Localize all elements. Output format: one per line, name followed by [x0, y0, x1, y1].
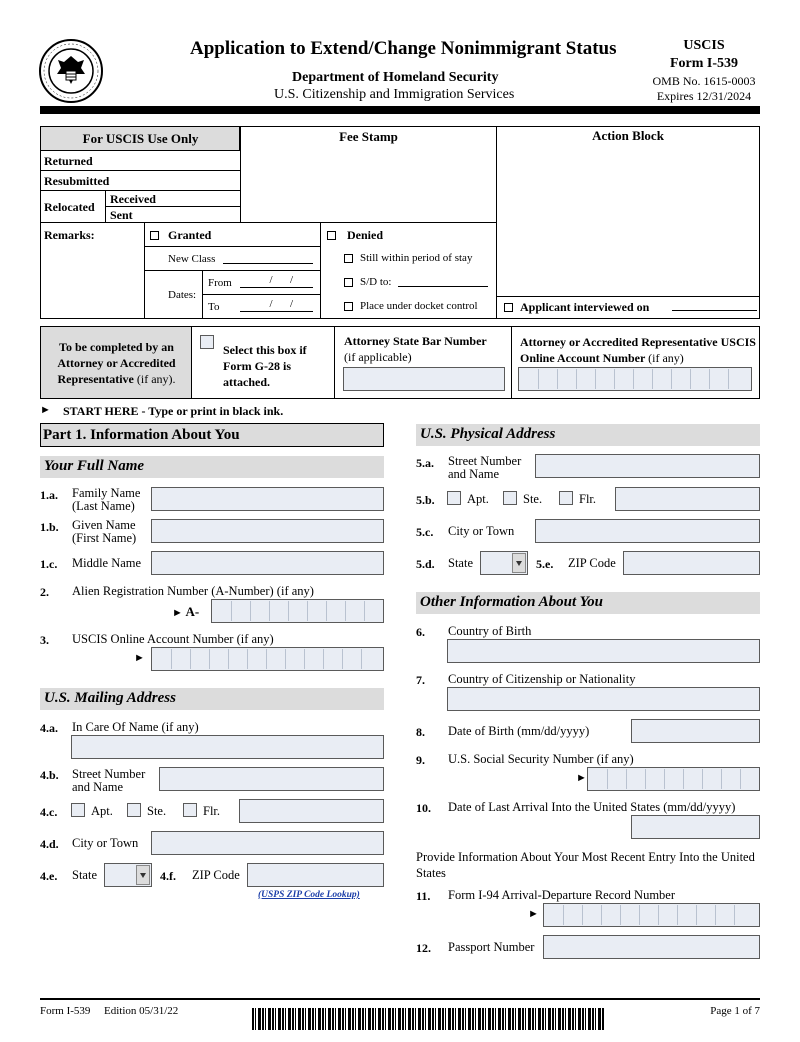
full-name-heading: Your Full Name [40, 456, 384, 478]
item-4e-number: 4.e. [40, 869, 58, 883]
physical-ste-label: Ste. [523, 492, 543, 506]
mailing-city-input[interactable] [151, 831, 384, 855]
physical-unit-input[interactable] [615, 487, 760, 511]
mailing-street-input[interactable] [159, 767, 384, 791]
physical-address-heading: U.S. Physical Address [416, 424, 760, 446]
relocated-label: Relocated [44, 200, 95, 214]
sd-to-checkbox[interactable] [344, 278, 353, 287]
omb-number: OMB No. 1615-0003 [652, 74, 756, 88]
item-4c-number: 4.c. [40, 805, 58, 819]
online-account-label [520, 334, 756, 366]
ssn-label: U.S. Social Security Number (if any) [448, 752, 634, 766]
denied-label: Denied [347, 228, 383, 242]
physical-ste-checkbox[interactable] [503, 491, 517, 505]
item-12-number: 12. [416, 941, 431, 955]
item-1b-number: 1.b. [40, 520, 59, 534]
item-5a-number: 5.a. [416, 456, 434, 470]
g28-label: Select this box if Form G-28 is attached. [223, 343, 307, 389]
divider [202, 294, 320, 295]
divider [496, 296, 760, 297]
received-label: Received [110, 192, 156, 206]
online-account-input[interactable] [151, 647, 384, 671]
uscis-label: USCIS [683, 38, 725, 53]
physical-flr-label: Flr. [579, 492, 597, 506]
physical-apt-label: Apt. [467, 492, 489, 506]
expiration-date: Expires 12/31/2024 [656, 89, 752, 103]
start-arrow-icon: ► [40, 404, 51, 416]
start-here-label: START HERE - Type or print in black ink. [63, 404, 284, 418]
divider [511, 327, 512, 398]
physical-city-label: City or Town [448, 524, 515, 538]
chevron-down-icon [512, 553, 526, 573]
docket-label: Place under docket control [360, 300, 478, 312]
new-class-label: New Class [168, 253, 216, 265]
item-1c-number: 1.c. [40, 557, 58, 571]
to-label: To [208, 301, 220, 313]
physical-street-sublabel: and Name [448, 467, 500, 481]
mailing-state-label: State [72, 868, 97, 882]
mailing-ste-label: Ste. [147, 804, 167, 818]
mailing-address-heading: U.S. Mailing Address [40, 688, 384, 710]
remarks-label: Remarks: [44, 228, 95, 242]
given-name-sublabel: (First Name) [72, 531, 137, 545]
form-title: Application to Extend/Change Nonimmigrant Status [190, 38, 617, 59]
physical-street-input[interactable] [535, 454, 760, 478]
form-number: Form I-539 [669, 56, 739, 71]
a-number-prefix-text: A- [185, 604, 200, 619]
footer-form: Form I-539 [40, 1005, 91, 1017]
barcode [252, 1008, 604, 1030]
sent-label: Sent [110, 208, 133, 222]
interviewed-label: Applicant interviewed on [520, 300, 650, 314]
item-4f-number: 4.f. [160, 869, 176, 883]
a-number-label: Alien Registration Number (A-Number) (if any) [72, 584, 314, 598]
country-birth-label: Country of Birth [448, 624, 532, 638]
mailing-zip-label: ZIP Code [192, 868, 240, 882]
recent-entry-text: Provide Information About Your Most Recent Entry Into the United States [416, 850, 755, 880]
item-9-number: 9. [416, 753, 425, 767]
mailing-unit-input[interactable] [239, 799, 384, 823]
item-2-number: 2. [40, 585, 49, 599]
item-5c-number: 5.c. [416, 525, 434, 539]
use-only-label: For USCIS Use Only [82, 131, 199, 146]
dob-label: Date of Birth (mm/dd/yyyy) [448, 724, 590, 738]
mailing-apt-checkbox[interactable] [71, 803, 85, 817]
fee-stamp-label: Fee Stamp [339, 129, 398, 144]
physical-flr-checkbox[interactable] [559, 491, 573, 505]
mailing-flr-checkbox[interactable] [183, 803, 197, 817]
care-of-label: In Care Of Name (if any) [72, 720, 199, 734]
mailing-street-sublabel: and Name [72, 780, 124, 794]
attorney-completed-by-text: To be completed by an Attorney or Accredited Representative [57, 340, 176, 386]
header-rule [40, 106, 760, 114]
given-name-label: Given Name [72, 518, 136, 532]
department-name: Department of Homeland Security [292, 70, 499, 85]
item-4b-number: 4.b. [40, 768, 59, 782]
returned-label: Returned [44, 154, 93, 168]
physical-street-label: Street Number [448, 454, 522, 468]
i94-input[interactable] [543, 903, 760, 927]
citizenship-input[interactable] [447, 687, 760, 711]
other-info-heading: Other Information About You [416, 592, 760, 614]
care-of-input[interactable] [71, 735, 384, 759]
item-11-number: 11. [416, 889, 431, 903]
new-class-line [223, 263, 313, 264]
from-date-line: / / [240, 274, 313, 288]
a-number-prefix [172, 604, 199, 620]
footer-page: Page 1 of 7 [710, 1005, 760, 1017]
item-1a-number: 1.a. [40, 488, 58, 502]
divider [320, 222, 321, 319]
item-5b-number: 5.b. [416, 493, 435, 507]
family-name-sublabel: (Last Name) [72, 499, 135, 513]
i94-label: Form I-94 Arrival-Departure Record Number [448, 888, 676, 902]
divider [41, 190, 240, 191]
arrow-icon: ► [172, 607, 183, 619]
dob-input[interactable] [631, 719, 760, 743]
middle-name-input[interactable] [151, 551, 384, 575]
zip-lookup-link[interactable]: (USPS ZIP Code Lookup) [258, 890, 360, 900]
divider [334, 327, 335, 398]
mailing-apt-label: Apt. [91, 804, 113, 818]
bar-number-input[interactable] [343, 367, 505, 391]
item-5e-number: 5.e. [536, 557, 554, 571]
divider [41, 170, 240, 171]
footer-edition: Edition 05/31/22 [104, 1005, 179, 1017]
mailing-flr-label: Flr. [203, 804, 221, 818]
divider [105, 206, 240, 207]
item-3-number: 3. [40, 633, 49, 647]
item-6-number: 6. [416, 625, 425, 639]
granted-label: Granted [168, 228, 212, 242]
docket-checkbox[interactable] [344, 302, 353, 311]
online-account-text: Attorney or Accredited Representative USCIS Online Account Number [520, 335, 756, 365]
to-date-line: / / [240, 298, 313, 312]
still-within-checkbox[interactable] [344, 254, 353, 263]
mailing-zip-input[interactable] [247, 863, 384, 887]
divider [144, 270, 320, 271]
g28-checkbox[interactable] [200, 335, 214, 349]
online-account-if-any: (if any) [648, 351, 684, 365]
a-number-input[interactable] [211, 599, 384, 623]
interviewed-checkbox[interactable] [504, 303, 513, 312]
given-name-input[interactable] [151, 519, 384, 543]
last-arrival-label: Date of Last Arrival Into the United States (mm/dd/yyyy) [448, 800, 736, 814]
chevron-down-icon [136, 865, 150, 885]
action-block-label: Action Block [592, 128, 664, 143]
physical-city-input[interactable] [535, 519, 760, 543]
resubmitted-label: Resubmitted [44, 174, 110, 188]
passport-input[interactable] [543, 935, 760, 959]
arrow-icon: ► [134, 652, 145, 664]
dhs-seal [38, 38, 104, 104]
middle-name-label: Middle Name [72, 556, 142, 570]
ssn-input[interactable] [587, 767, 760, 791]
item-8-number: 8. [416, 725, 425, 739]
online-account-label: USCIS Online Account Number (if any) [72, 632, 274, 646]
divider [41, 222, 496, 223]
sd-to-label: S/D to: [360, 276, 392, 288]
bar-number-sub: (if applicable) [344, 350, 412, 364]
arrow-icon: ► [528, 908, 539, 920]
footer-rule [40, 998, 760, 1000]
item-4d-number: 4.d. [40, 837, 59, 851]
agency-name: U.S. Citizenship and Immigration Services [274, 87, 515, 102]
item-10-number: 10. [416, 801, 431, 815]
mailing-ste-checkbox[interactable] [127, 803, 141, 817]
attorney-completed-by [44, 339, 189, 387]
physical-apt-checkbox[interactable] [447, 491, 461, 505]
mailing-street-label: Street Number [72, 767, 146, 781]
mailing-city-label: City or Town [72, 836, 139, 850]
physical-zip-label: ZIP Code [568, 556, 616, 570]
family-name-input[interactable] [151, 487, 384, 511]
still-within-label: Still within period of stay [360, 252, 473, 264]
part1-title: Part 1. Information About You [40, 423, 384, 447]
divider [496, 127, 497, 319]
citizenship-label: Country of Citizenship or Nationality [448, 672, 636, 686]
from-label: From [208, 277, 232, 289]
interviewed-line [672, 310, 757, 311]
mailing-state-select[interactable] [104, 863, 152, 887]
item-4a-number: 4.a. [40, 721, 58, 735]
divider [144, 246, 320, 247]
bar-number-label: Attorney State Bar Number [344, 334, 487, 348]
item-7-number: 7. [416, 673, 425, 687]
physical-zip-input[interactable] [623, 551, 760, 575]
item-5d-number: 5.d. [416, 557, 435, 571]
attorney-if-any: (if any). [136, 372, 176, 386]
granted-checkbox[interactable] [150, 231, 159, 240]
physical-state-select[interactable] [480, 551, 528, 575]
arrow-icon: ► [576, 772, 587, 784]
country-birth-input[interactable] [447, 639, 760, 663]
physical-state-label: State [448, 556, 473, 570]
dates-label: Dates: [168, 289, 197, 301]
attorney-online-account-input[interactable] [518, 367, 752, 391]
denied-checkbox[interactable] [327, 231, 336, 240]
passport-label: Passport Number [448, 940, 535, 954]
family-name-label: Family Name [72, 486, 141, 500]
sd-to-line [398, 286, 488, 287]
last-arrival-input[interactable] [631, 815, 760, 839]
